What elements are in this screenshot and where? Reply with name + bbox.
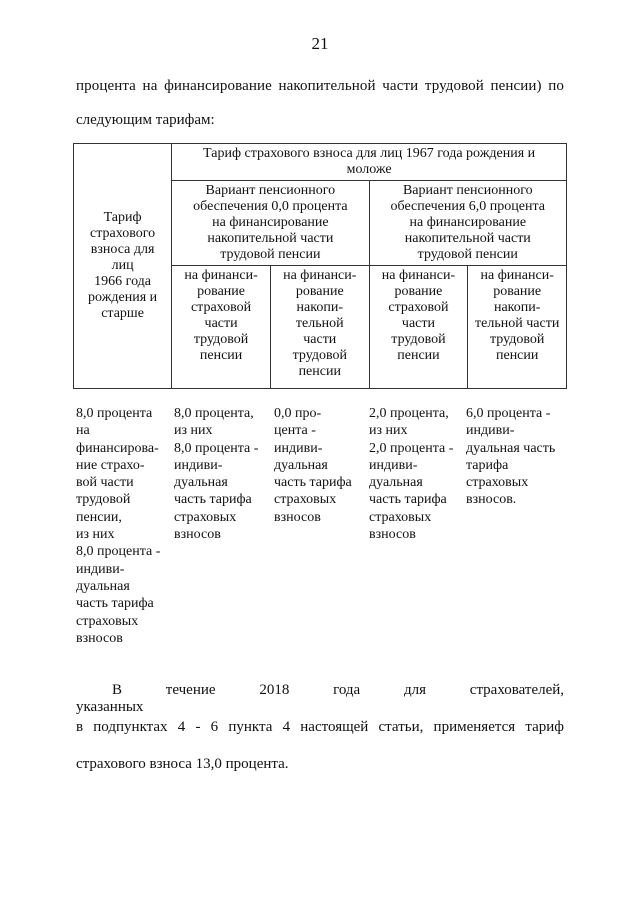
page-number: 21 <box>311 34 329 53</box>
intro-line-2: следующим тарифам: <box>76 112 215 128</box>
header-variant-0: Вариант пенсионного обеспечения 0,0 процента на финансирование накопительной части трудовой пенсии <box>172 181 369 266</box>
subheader-funded-part-2: на финанси- рование накопи- тельной части трудовой пенсии <box>468 266 567 389</box>
para2-line-2: в подпунктах 4 - 6 пункта 4 настоящей статьи, применяется тариф <box>76 719 564 735</box>
value-insurance-part-1: 8,0 процента, из них 8,0 процента - индиви- дуальная часть тарифа страховых взносов <box>174 406 259 543</box>
subheader-insurance-part-1: на финанси- рование страховой части трудовой пенсии <box>172 266 271 389</box>
para2-line-1 <box>76 682 564 716</box>
para2-line-3: страхового взноса 13,0 процента. <box>76 756 289 772</box>
value-insurance-part-2: 2,0 процента, из них 2,0 процента - индиви- дуальная часть тарифа страховых взносов <box>369 406 454 543</box>
tariff-values-row <box>76 405 566 647</box>
word: указанных <box>76 699 144 715</box>
subheader-insurance-part-2: на финанси- рование страховой части трудовой пенсии <box>369 266 468 389</box>
value-older-cohort: 8,0 процента на финансирова- ние страхо- вой части трудовой пенсии, из них 8,0 процента - индиви- дуальная часть тарифа страховых взносов <box>76 406 161 646</box>
header-younger-cohort: Тариф страхового взноса для лиц 1967 года рождения и моложе <box>172 144 567 181</box>
word: страхователей, <box>469 682 565 698</box>
word: В <box>112 682 123 698</box>
word: для <box>403 682 427 698</box>
tariff-table <box>73 143 567 389</box>
value-funded-part-1: 0,0 про- цента - индиви- дуальная часть тарифа страховых взносов <box>274 406 352 525</box>
word: течение <box>165 682 216 698</box>
word: года <box>333 682 361 698</box>
intro-line-1: процента на финансирование накопительной части трудовой пенсии) по <box>76 78 564 94</box>
value-funded-part-2: 6,0 процента - индиви- дуальная часть тарифа страховых взносов. <box>466 406 556 508</box>
header-older-cohort: Тариф страхового взноса для лиц 1966 года рождения и старше <box>74 144 172 389</box>
header-variant-6: Вариант пенсионного обеспечения 6,0 процента на финансирование накопительной части трудовой пенсии <box>369 181 566 266</box>
subheader-funded-part-1: на финанси- рование накопи- тельной части трудовой пенсии <box>270 266 369 389</box>
word: 2018 <box>259 682 290 698</box>
